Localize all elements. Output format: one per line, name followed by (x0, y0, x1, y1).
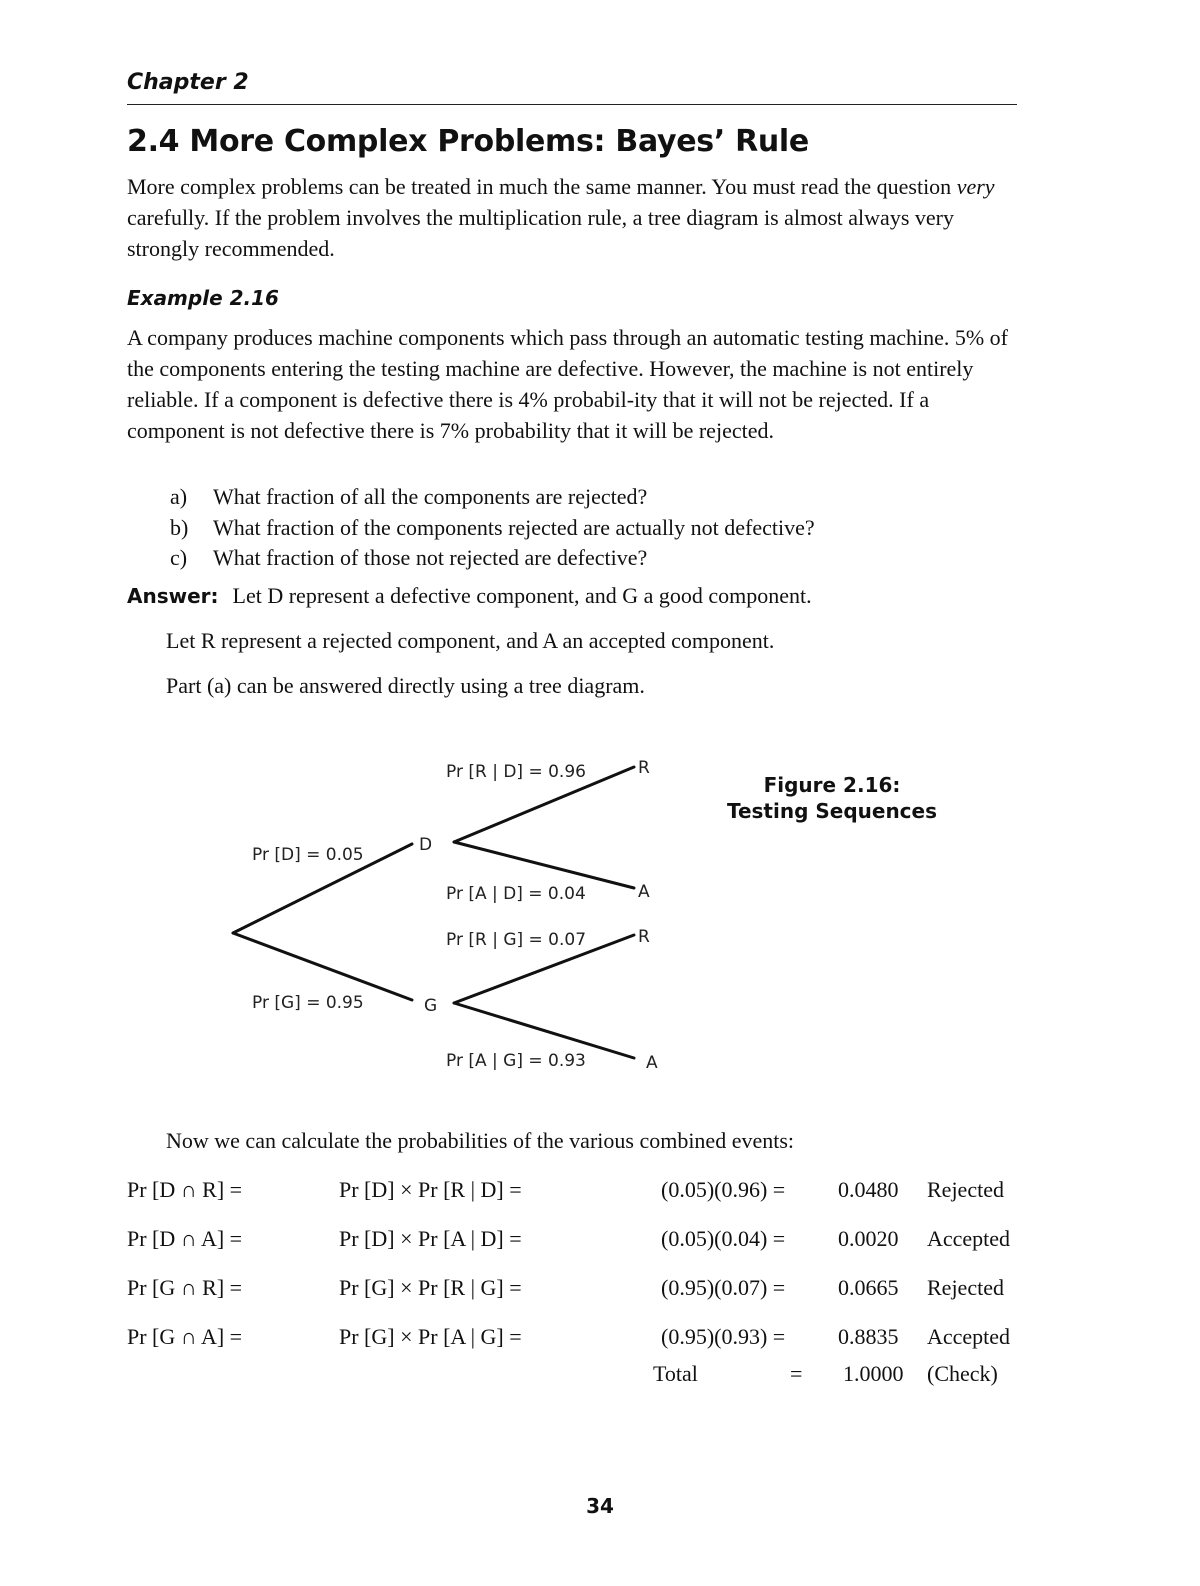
node-r-lower: R (638, 927, 650, 947)
event: Pr [G ∩ A] = (127, 1324, 243, 1349)
section-title: 2.4 More Complex Problems: Bayes’ Rule (127, 124, 809, 159)
branch-d-a (454, 842, 634, 888)
status: Rejected (927, 1275, 1004, 1300)
value: 0.0020 (838, 1226, 899, 1251)
answer-text: Let D represent a defective component, and G a good component. (232, 583, 812, 608)
formula: Pr [D] × Pr [R | D] = (339, 1177, 522, 1202)
answer-definition-r: Let R represent a rejected component, and A an accepted component. (166, 628, 775, 653)
total-label: Total (653, 1361, 698, 1386)
label-pr-g: Pr [G] = 0.95 (252, 993, 364, 1013)
label-pr-a-given-g: Pr [A | G] = 0.93 (446, 1051, 586, 1071)
answer-part-a: Part (a) can be answered directly using a tree diagram. (166, 673, 645, 698)
product: (0.95)(0.07) = (661, 1275, 786, 1300)
question-text: What fraction of those not rejected are defective? (213, 545, 648, 570)
intro-paragraph (127, 171, 1027, 264)
question-c (170, 545, 647, 571)
total-value: 1.0000 (843, 1361, 904, 1386)
value: 0.8835 (838, 1324, 899, 1349)
figure-title: Testing Sequences (726, 799, 938, 823)
event: Pr [D ∩ A] = (127, 1226, 243, 1251)
value: 0.0665 (838, 1275, 899, 1300)
status: Accepted (927, 1226, 1011, 1251)
node-a-upper: A (638, 882, 650, 902)
status: Rejected (927, 1177, 1004, 1202)
figure-number: Figure 2.16: (763, 773, 901, 797)
formula: Pr [D] × Pr [A | D] = (339, 1226, 522, 1251)
event: Pr [D ∩ R] = (127, 1177, 243, 1202)
branch-g-a (454, 1003, 634, 1058)
label-pr-d: Pr [D] = 0.05 (252, 845, 364, 865)
question-label: b) (170, 515, 189, 540)
tree-diagram (0, 740, 1200, 1090)
answer-line (127, 583, 812, 609)
question-b (170, 515, 815, 541)
total-note: (Check) (927, 1361, 998, 1386)
node-a-lower: A (646, 1053, 658, 1073)
total-equals: = (790, 1361, 803, 1386)
question-label: c) (170, 545, 188, 570)
chapter-heading: Chapter 2 (127, 70, 249, 95)
node-r-upper: R (638, 758, 650, 778)
label-pr-r-given-g: Pr [R | G] = 0.07 (446, 930, 587, 950)
product: (0.05)(0.04) = (661, 1226, 786, 1251)
label-pr-r-given-d: Pr [R | D] = 0.96 (446, 762, 586, 782)
product: (0.05)(0.96) = (661, 1177, 786, 1202)
figure-caption (712, 772, 952, 824)
header-divider (127, 104, 1017, 105)
branch-root-g (233, 933, 412, 1000)
formula: Pr [G] × Pr [A | G] = (339, 1324, 522, 1349)
total-row (0, 1361, 1200, 1391)
question-a (170, 484, 647, 510)
page-number: 34 (586, 1494, 614, 1518)
question-label: a) (170, 484, 188, 509)
calculation-row (0, 1324, 1200, 1354)
formula: Pr [G] × Pr [R | G] = (339, 1275, 522, 1300)
intro-text-start: More complex problems can be treated in much the same manner. You must read the question (127, 174, 957, 199)
question-text: What fraction of the components rejected are actually not defective? (213, 515, 815, 540)
label-pr-a-given-d: Pr [A | D] = 0.04 (446, 884, 586, 904)
question-text: What fraction of all the components are rejected? (213, 484, 648, 509)
value: 0.0480 (838, 1177, 899, 1202)
problem-paragraph: A company produces machine components which pass through an automatic testing machine. 5% of the components entering the testing machine are defective. However, the machine is not entirely reliable. If a component is defective there is 4% probabil-ity that it will not be rejected. If a component is not defective there is 7% probability that it will be rejected. (127, 325, 1008, 443)
calculation-intro: Now we can calculate the probabilities of the various combined events: (166, 1128, 795, 1153)
intro-text-end: carefully. If the problem involves the multiplication rule, a tree diagram is almost always very strongly recommended. (127, 205, 954, 261)
answer-label: Answer: (127, 584, 219, 608)
example-title: Example 2.16 (127, 286, 279, 310)
event: Pr [G ∩ R] = (127, 1275, 243, 1300)
calculation-row (0, 1275, 1200, 1305)
node-d: D (419, 835, 433, 855)
intro-emphasis: very (956, 174, 995, 199)
status: Accepted (927, 1324, 1011, 1349)
node-g: G (424, 996, 438, 1016)
product: (0.95)(0.93) = (661, 1324, 786, 1349)
calculation-row (0, 1226, 1200, 1256)
calculation-row (0, 1177, 1200, 1207)
